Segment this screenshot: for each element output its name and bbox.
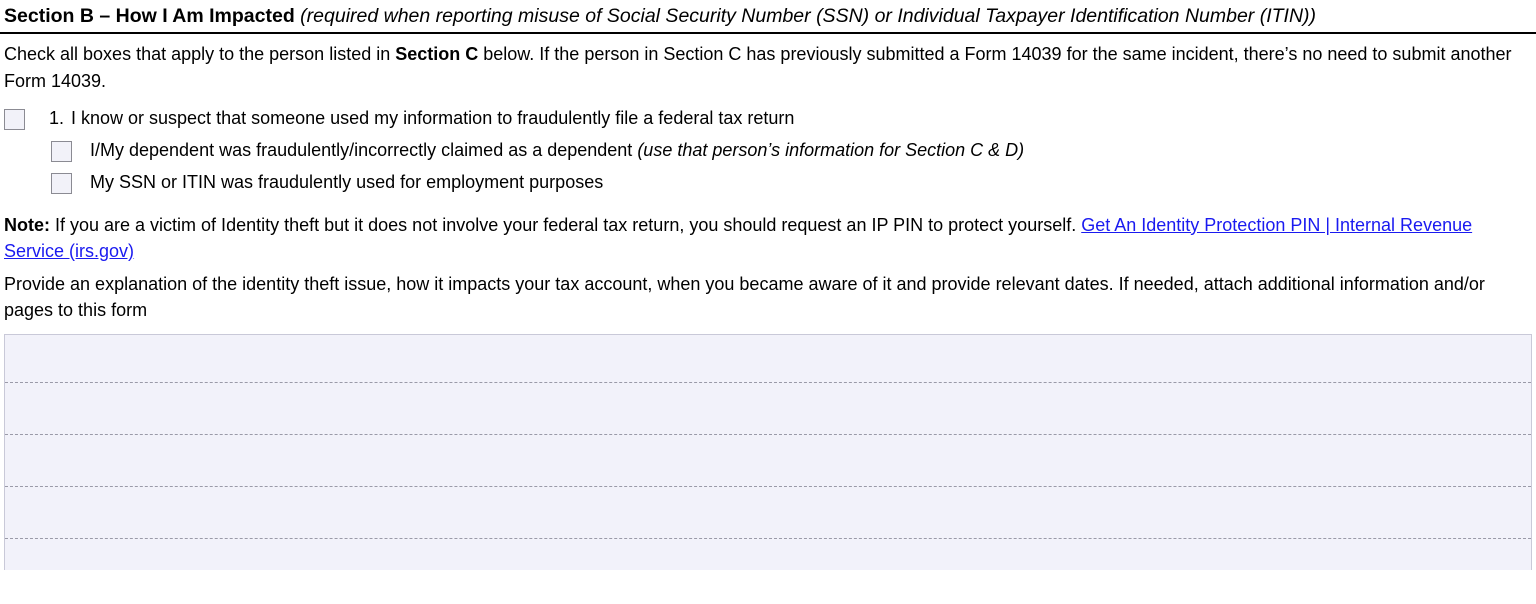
explanation-prompt: Provide an explanation of the identity theft issue, how it impacts your tax account, when you became aware of it and provide relevant dates. If needed, attach additional information and/or pages to this form <box>4 273 1485 320</box>
checkbox-row-employment-purposes[interactable] <box>0 172 1536 194</box>
checkbox-dependent-claimed[interactable] <box>51 141 72 162</box>
explanation-ruled-line <box>5 486 1531 487</box>
note-text: If you are a victim of Identity theft but it does not involve your federal tax return, you should request an IP PIN to protect yourself. <box>50 214 1082 235</box>
section-title: Section B – How I Am Impacted <box>4 5 295 27</box>
explanation-ruled-line <box>5 434 1531 435</box>
checkbox-label-employment-purposes <box>90 172 603 194</box>
instructions-paragraph <box>0 34 1536 93</box>
checkbox-label-dependent-claimed <box>90 140 1024 162</box>
ip-pin-link[interactable]: Get An Identity Protection PIN | Internal Revenue Service (irs.gov) <box>4 214 1473 261</box>
checkbox-text-2-italic: (use that person’s information for Section C & D) <box>637 139 1025 160</box>
note-paragraph <box>0 194 1536 264</box>
checkbox-row-fraudulent-return[interactable] <box>0 108 1536 130</box>
explanation-ruled-line <box>5 382 1531 383</box>
explanation-textarea[interactable] <box>4 334 1532 570</box>
note-label: Note: <box>4 214 50 235</box>
checkbox-row-dependent-claimed[interactable] <box>0 140 1536 162</box>
checkbox-text-3: My SSN or ITIN was fraudulently used for employment purposes <box>90 171 604 192</box>
checkbox-fraudulent-return[interactable] <box>4 109 25 130</box>
instructions-section-c-ref: Section C <box>395 44 479 65</box>
checkbox-employment-purposes[interactable] <box>51 173 72 194</box>
explanation-ruled-line <box>5 538 1531 539</box>
checkbox-text-1: I know or suspect that someone used my information to fraudulently file a federal tax return <box>71 107 795 128</box>
section-header <box>0 0 1536 30</box>
instructions-lead-1: Check all boxes that apply to the person listed in <box>4 44 396 65</box>
checkbox-number-1: 1. <box>49 107 65 128</box>
checkbox-label-fraudulent-return <box>49 108 794 130</box>
checkbox-text-2: I/My dependent was fraudulently/incorrectly claimed as a dependent <box>90 139 638 160</box>
section-subtitle: (required when reporting misuse of Social Security Number (SSN) or Individual Taxpayer Identification Number (ITIN)) <box>300 5 1317 27</box>
instructions-lead-2: below. If the person in Section C has previously submitted a Form 14039 for the same incident, there’s no need to submit another Form 14039. <box>4 44 1512 91</box>
